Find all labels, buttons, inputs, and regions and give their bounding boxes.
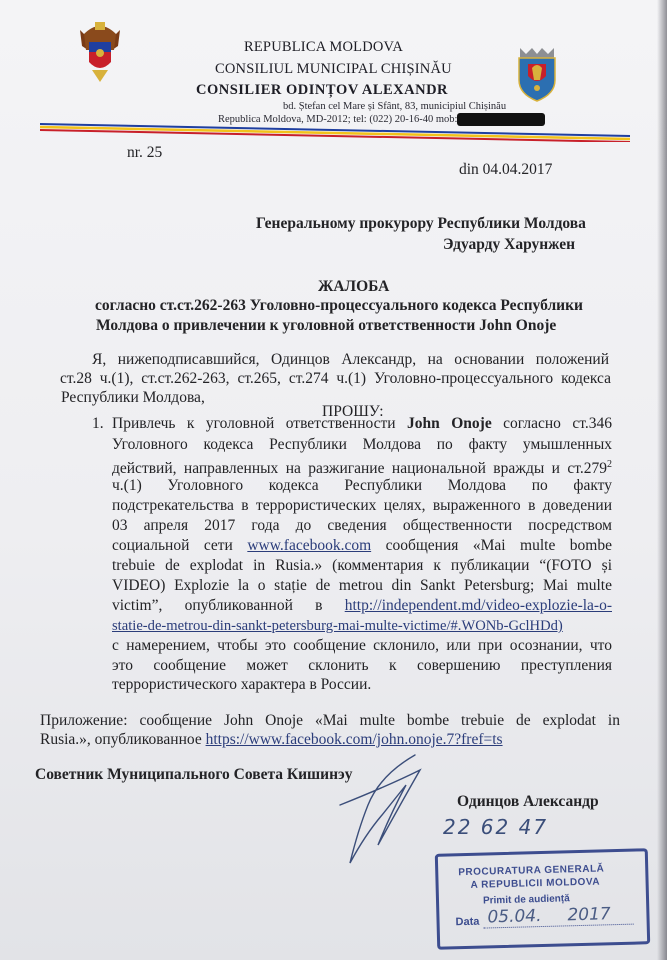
intro-line-1: Я, нижеподписавшийся, Одинцов Александр, на основании положений [92,351,609,368]
independent-link-part-1[interactable]: http://independent.md/video-explozie-la-o- [344,597,612,614]
attachment-line-2 [40,730,503,749]
intro-line-2: ст.28 ч.(1), ст.ст.262-263, ст.265, ст.274 ч.(1) Уголовно-процессуального кодекса [60,370,611,387]
chisinau-coat-of-arms-icon [516,46,558,102]
item-line-8: trebuie de explodat in Rusia.» (комментария к публикации “(FOTO și [112,557,612,574]
item-line-7a: социальной сети [112,537,248,554]
addressee-line-2: Эдуарду Харунжен [443,236,576,253]
signatory-name: Одинцов Александр [457,793,599,810]
signatory-title: Советник Муниципального Совета Кишинэу [35,766,353,783]
item-number: 1. [92,415,104,432]
item-line-10 [112,596,612,615]
header-country: REPUBLICA MOLDOVA [244,39,404,55]
attachment-line-2a: Rusia.», опубликованное [40,731,206,748]
header-councillor: CONSILIER ODINȚOV ALEXANDR [196,82,449,98]
item-line-12: с намерением, чтобы это сообщение склонило, или при осознании, что [112,637,612,654]
header-address-1: bd. Ștefan cel Mare și Sfânt, 83, municipiul Chișinău [283,101,507,112]
item-line-5: подстрекательства в террористических целях, выраженного в доведении [112,497,612,514]
item-line-11 [112,616,563,636]
registration-number: 22 62 47 [443,815,549,839]
item-line-6: 03 апреля 2017 года до сведения общественности посредством [112,517,612,534]
item-line-2: Уголовного кодекса Республики Молдова по факту умышленных [112,436,612,453]
item-line-7 [112,536,612,555]
independent-link-part-2[interactable]: statie-de-metrou-din-sankt-petersburg-mai-multe-victime/#.WONb-GclHDd) [112,618,563,634]
request-heading: ПРОШУ: [322,403,384,420]
item-line-1a: Привлечь к уголовной ответственности [112,415,408,432]
stamp-year-handwritten: 2017 [567,904,611,926]
stamp-line-1: PROCURATURA GENERALĂ [458,863,605,879]
handwritten-signature [320,745,430,870]
item-line-3 [112,455,612,478]
document-date: din 04.04.2017 [459,161,553,178]
item-line-4: ч.(1) Уголовного кодекса Республики Молдова по факту [112,477,612,494]
addressee-line-1: Генеральному прокурору Республики Молдова [256,215,586,232]
item-line-1c: согласно ст.346 [491,415,612,432]
item-line-3a: действий, направленных на разжигание национальной вражды и ст.279 [112,460,607,478]
complaint-subtitle-1: согласно ст.ст.262-263 Уголовно-процессуального кодекса Республики [95,297,583,314]
attachment-link[interactable]: https://www.facebook.com/john.onoje.7?fref=ts [205,731,503,748]
prosecutor-stamp [435,848,650,950]
item-line-10a: victim”, опубликованной в [112,597,345,614]
header-address-phone: Republica Moldova, MD-2012; tel: (022) 20-16-40 mob: [218,113,458,125]
item-line-13: это сообщение может склонить к совершению преступления [112,657,612,674]
header-council: CONSILIUL MUNICIPAL CHIȘINĂU [215,61,452,77]
document-number: nr. 25 [127,144,163,161]
article-superscript: 2 [607,459,612,470]
facebook-link[interactable]: www.facebook.com [247,537,372,554]
tricolor-rule [40,113,630,142]
page-edge-shadow [657,0,667,960]
stamp-line-2: A REPUBLICII MOLDOVA [470,876,601,891]
complaint-subtitle-2: Молдова о привлечении к уголовной ответственности John Onoje [96,317,557,334]
stamp-date-label: Data [455,915,480,929]
stamp-date-handwritten: 05.04. [487,906,542,928]
stamp-line-3: Primit de audiență [482,893,570,907]
moldova-coat-of-arms-icon [78,20,122,84]
item-line-7b: сообщения «Mai multe bombe [371,537,612,554]
item-line-9: VIDEO) Explozie la o stație de metrou din Sankt Petersburg; Mai multe [112,577,612,594]
item-line-14: террористического характера в России. [112,676,372,693]
accused-name: John Onoje [407,415,492,432]
attachment-line-1: Приложение: сообщение John Onoje «Mai multe bombe trebuie de explodat in [40,712,620,729]
item-line-1 [112,414,612,433]
intro-line-3: Республики Молдова, [61,389,205,406]
complaint-heading: ЖАЛОБА [318,278,390,295]
